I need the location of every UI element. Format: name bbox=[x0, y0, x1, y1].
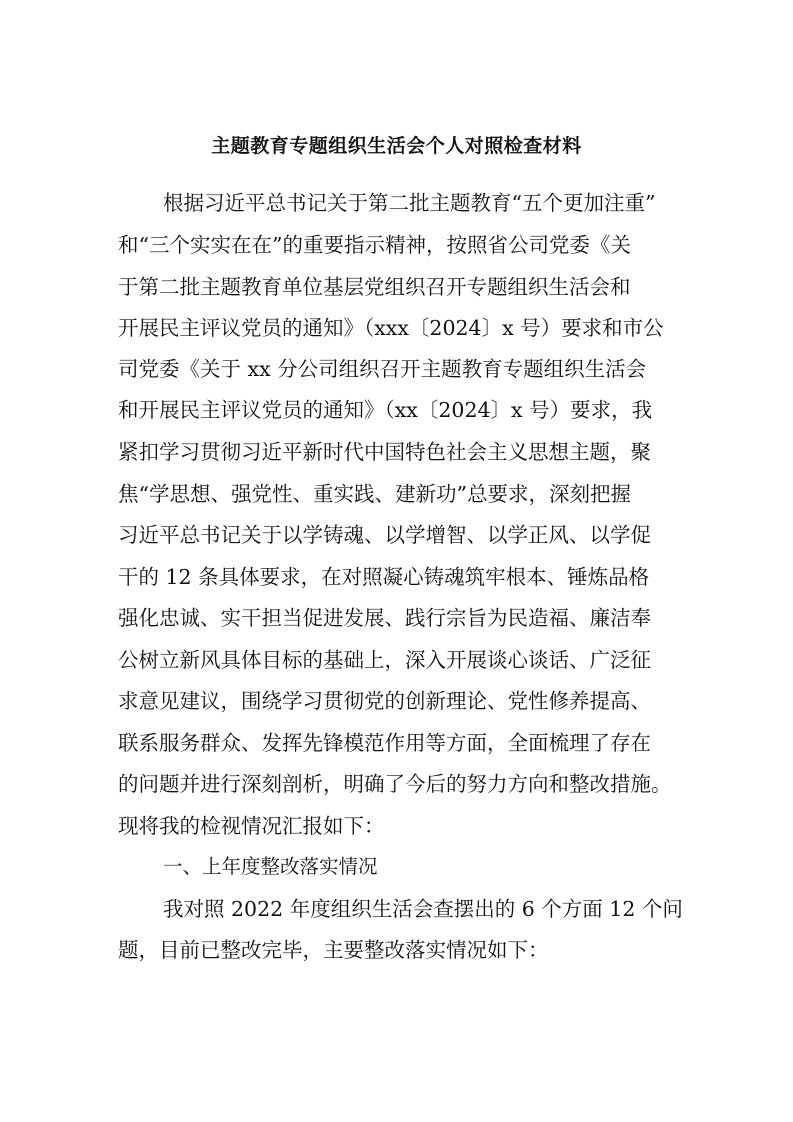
paragraph-line: 紧扣学习贯彻习近平新时代中国特色社会主义思想主题，聚 bbox=[118, 440, 651, 464]
paragraph-line: 的问题并进行深刻剖析，明确了今后的努力方向和整改措施。 bbox=[118, 772, 672, 796]
paragraph-line: 题，目前已整改完毕，主要整改落实情况如下： bbox=[118, 938, 549, 962]
paragraph-line: 公树立新风具体目标的基础上，深入开展谈心谈话、广泛征 bbox=[118, 648, 651, 672]
paragraph-line: 司党委《关于 xx 分公司组织召开主题教育专题组织生活会 bbox=[118, 357, 647, 381]
paragraph-line: 习近平总书记关于以学铸魂、以学增智、以学正风、以学促 bbox=[118, 523, 651, 547]
paragraph-line: 强化忠诚、实干担当促进发展、践行宗旨为民造福、廉洁奉 bbox=[118, 606, 651, 630]
paragraph-line: 开展民主评议党员的通知》（xxx〔2024〕x 号）要求和市公 bbox=[118, 316, 664, 340]
paragraph-line: 于第二批主题教育单位基层党组织召开专题组织生活会和 bbox=[118, 275, 631, 299]
paragraph-line: 和开展民主评议党员的通知》（xx〔2024〕x 号）要求，我 bbox=[118, 398, 653, 422]
paragraph-line: 干的 12 条具体要求，在对照凝心铸魂筑牢根本、锤炼品格 bbox=[118, 565, 650, 589]
paragraph-line: 现将我的检视情况汇报如下： bbox=[118, 814, 385, 838]
paragraph-line: 焦“学思想、强党性、重实践、建新功”总要求，深刻把握 bbox=[118, 482, 631, 506]
paragraph-line: 和“三个实实在在”的重要指示精神，按照省公司党委《关 bbox=[118, 233, 631, 257]
paragraph-line: 求意见建议，围绕学习贯彻党的创新理论、党性修养提高、 bbox=[118, 689, 651, 713]
section-heading: 一、上年度整改落实情况 bbox=[163, 855, 378, 878]
paragraph-line: 联系服务群众、发挥先锋模范作用等方面，全面梳理了存在 bbox=[118, 731, 651, 755]
paragraph-line: 我对照 2022 年度组织生活会查摆出的 6 个方面 12 个问 bbox=[163, 897, 683, 921]
document-title: 主题教育专题组织生活会个人对照检查材料 bbox=[211, 135, 582, 157]
paragraph-line: 根据习近平总书记关于第二批主题教育“五个更加注重” bbox=[163, 191, 656, 215]
